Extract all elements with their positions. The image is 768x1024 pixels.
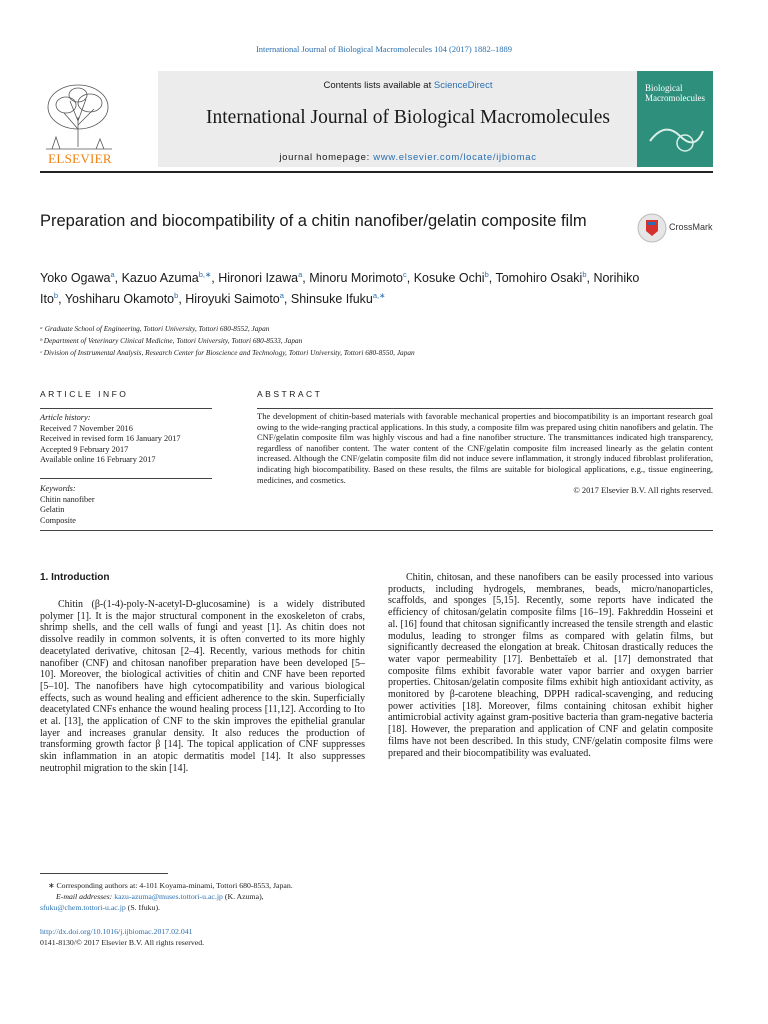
author-name[interactable]: Kosuke Ochi [413,271,485,286]
header-divider [40,171,713,173]
history-accepted: Accepted 9 February 2017 [40,444,129,454]
homepage-prefix: journal homepage: [279,152,374,163]
keywords-label: Keywords: [40,484,76,493]
affiliation-c: ᶜ Division of Instrumental Analysis, Research Center for Bioscience and Technology, Tottori University, Tottori 680-8550, Japan [40,348,415,357]
footnotes [40,880,440,913]
email-link-azuma[interactable]: kazu-azuma@muses.tottori-u.ac.jp [114,892,223,901]
author-separator: , [586,271,594,286]
history-label: Article history: [40,413,91,422]
author-separator: , [283,292,291,307]
email-label: E-mail addresses: [56,892,115,901]
affiliation-b: ᵇ Department of Veterinary Clinical Medicine, Tottori University, Tottori 680-8533, Japan [40,336,303,345]
journal-header [40,71,620,167]
body-paragraph: Chitin (β-(1-4)-poly-N-acetyl-D-glucosamine) is a widely distributed polymer [1]. It is the major structural component in the exoskeleton of crabs, shrimp shells, and the cell walls of fungi and yeast [1]. As chitin does not dissolve readily in common solvents, it is often converted to its more highly deacetylated derivative, chitosan [2–4]. Recently, various methods for chitin nanofiber (CNF) and chitosan nanofiber preparation have been developed [5–10]. Moreover, the biological activities of chitin and CNF have been reported [5–10]. The nanofibers have high cytocompatibility and various biological effects, such as wound healing and efficient adherence to the skin. Superficially deacetylated CNFs enhance the wound healing process [11,12]. According to Ito et al. [13], the application of CNF to the skin improves the epithelial granular layer and increases granular density. It also reduces the production of transforming growth factor β [14]. The topical application of CNF suppresses skin inflammation in an atopic dermatitis model [14]. It also suppresses neutrophil migration to the skin [14]. [40,599,365,774]
author-name[interactable]: Minoru Morimoto [309,271,403,286]
abstract-text: The development of chitin-based materials with favorable mechanical properties and biocompatibility is an important research goal owing to the wide-ranging practical applications. In this study, a composite film was prepared using chitin nanofibers and gelatin. The CNF/gelatin composite film was highly viscous and had a fine nanofiber structure. The transmittances indicated high transparency, regardless of nanofiber content. The water content of the CNF/gelatin composite film increased linearly as the gelatin content increased. Although the CNF/gelatin composite film did not induce severe inflammation, it strongly induced fibroblast proliferation, indicating high biocompatibility. Based on these results, the films are suitable for biological applications, e.g., tissue engineering, medicines, and cosmetics. [257,411,713,485]
history-online: Available online 16 February 2017 [40,455,156,464]
footnote-divider [40,873,168,874]
author-name[interactable]: Hironori Izawa [218,271,299,286]
author-separator: , [488,271,496,286]
author-affiliation-marker[interactable]: c [403,270,407,279]
history-revised: Received in revised form 16 January 2017 [40,434,181,443]
body-column-right [388,572,713,759]
crossmark-badge[interactable] [637,213,727,245]
author-affiliation-marker[interactable]: b,∗ [198,270,212,279]
keywords [40,484,220,526]
info-divider-middle [40,478,212,479]
info-divider-top [40,408,212,409]
author-affiliation-marker[interactable]: a [110,270,115,279]
email-link-ifuku[interactable]: sfuku@chem.tottori-u.ac.jp [40,903,126,912]
email-name-ifuku: (S. Ifuku). [125,903,160,912]
abstract-divider-top [257,408,713,409]
author-name[interactable]: Kazuo Azuma [121,271,199,286]
article-history [40,413,220,466]
history-received: Received 7 November 2016 [40,423,133,433]
author-name[interactable]: Tomohiro Osaki [495,271,583,286]
cover-title-line1: Biological [645,83,683,93]
author-affiliation-marker[interactable]: b [53,291,59,301]
sciencedirect-link[interactable]: ScienceDirect [433,80,493,91]
journal-title: International Journal of Biological Macromolecules [206,107,610,128]
body-column-left [40,599,365,775]
publisher-name: ELSEVIER [48,151,112,166]
author-name[interactable]: Yoshiharu Okamoto [64,292,175,307]
author-separator: , [211,271,219,286]
doi-block [40,926,440,948]
author-separator: , [406,271,414,286]
crossmark-label: CrossMark [669,222,713,232]
author-affiliation-marker[interactable]: a [279,291,284,301]
author-separator: , [302,271,310,286]
author-separator: , [178,292,186,307]
cover-title [645,83,705,103]
email-line [40,891,440,902]
abstract-body [257,411,713,496]
keyword-item: Gelatin [40,505,65,514]
author-name[interactable]: Hiroyuki Saimoto [185,292,280,307]
author-name[interactable]: Shinsuke Ifuku [290,292,373,307]
doi-link[interactable]: http://dx.doi.org/10.1016/j.ijbiomac.2017.02.041 [40,927,193,936]
author-affiliation-marker[interactable]: b [484,270,489,279]
cover-title-line2: Macromolecules [645,93,705,103]
cover-artwork-icon [645,111,705,159]
article-info-heading: ARTICLE INFO [40,389,129,399]
author-affiliation-marker[interactable]: b [582,270,587,279]
author-separator: , [58,292,65,307]
author-list [40,266,640,308]
author-name[interactable]: Norihiko Ito [40,271,640,307]
email-name-azuma: (K. Azuma), [222,892,264,901]
corresponding-author-note: ∗ Corresponding authors at: 4-101 Koyama-minami, Tottori 680-8553, Japan. [48,881,293,890]
author-affiliation-marker[interactable]: a,∗ [372,291,386,301]
journal-cover-thumbnail[interactable] [637,71,713,167]
contents-prefix: Contents lists available at [323,80,434,91]
introduction-heading: 1. Introduction [40,572,110,583]
author-separator: , [114,271,122,286]
homepage-link[interactable]: www.elsevier.com/locate/ijbiomac [373,152,537,163]
abstract-divider-bottom [40,530,713,531]
abstract-copyright: © 2017 Elsevier B.V. All rights reserved. [573,485,713,496]
keyword-item: Composite [40,515,76,525]
contents-line [158,80,658,91]
body-paragraph: Chitin, chitosan, and these nanofibers can be easily processed into various products, including hydrogels, membranes, beads, micro/nanoparticles, scaffolds, and sponges [5,15]. Recently, some reports have indicated the efficiency of chitosan/gelatin composite films [16–19]. Fakhreddin Hosseini et al. [16] found that chitosan significantly increased the tensile strength and elastic modulus, leading to stronger films as compared with gelatin films, but significantly decreased the elongation at break. Chitosan drastically reduces the water vapor permeability [17]. Benbettaïeb et al. [17] demonstrated that composite films exhibit favorable water vapor barrier and oxygen barrier properties. Chitosan/gelatin composite films exhibit high antioxidant activity, as monitored by β-carotene bleaching, DPPH radical-scavenging, and reducing power activities [18]. Moreover, films containing chitosan exhibit higher antimicrobial activity against gram-positive bacteria than gram-negative bacteria [18]. However, the preparation and application of CNF and gelatin composite films have not been described. In this study, CNF/gelatin composite films were prepared and their biocompatibility was evaluated. [388,572,713,759]
affiliations [40,323,700,359]
issn-line: 0141-8130/© 2017 Elsevier B.V. All rights reserved. [40,938,205,947]
article-title: Preparation and biocompatibility of a chitin nanofiber/gelatin composite film [40,212,587,230]
journal-reference[interactable]: International Journal of Biological Macromolecules 104 (2017) 1882–1889 [255,44,513,54]
author-name[interactable]: Yoko Ogawa [40,271,111,286]
author-affiliation-marker[interactable]: a [298,270,303,279]
crossmark-icon [637,213,667,243]
abstract-heading: ABSTRACT [257,389,323,399]
author-affiliation-marker[interactable]: b [174,291,179,301]
affiliation-a: ᵃ Graduate School of Engineering, Tottori University, Tottori 680-8552, Japan [40,324,270,333]
email-line-2 [40,902,440,913]
homepage-line [158,152,658,163]
keyword-item: Chitin nanofiber [40,494,95,504]
